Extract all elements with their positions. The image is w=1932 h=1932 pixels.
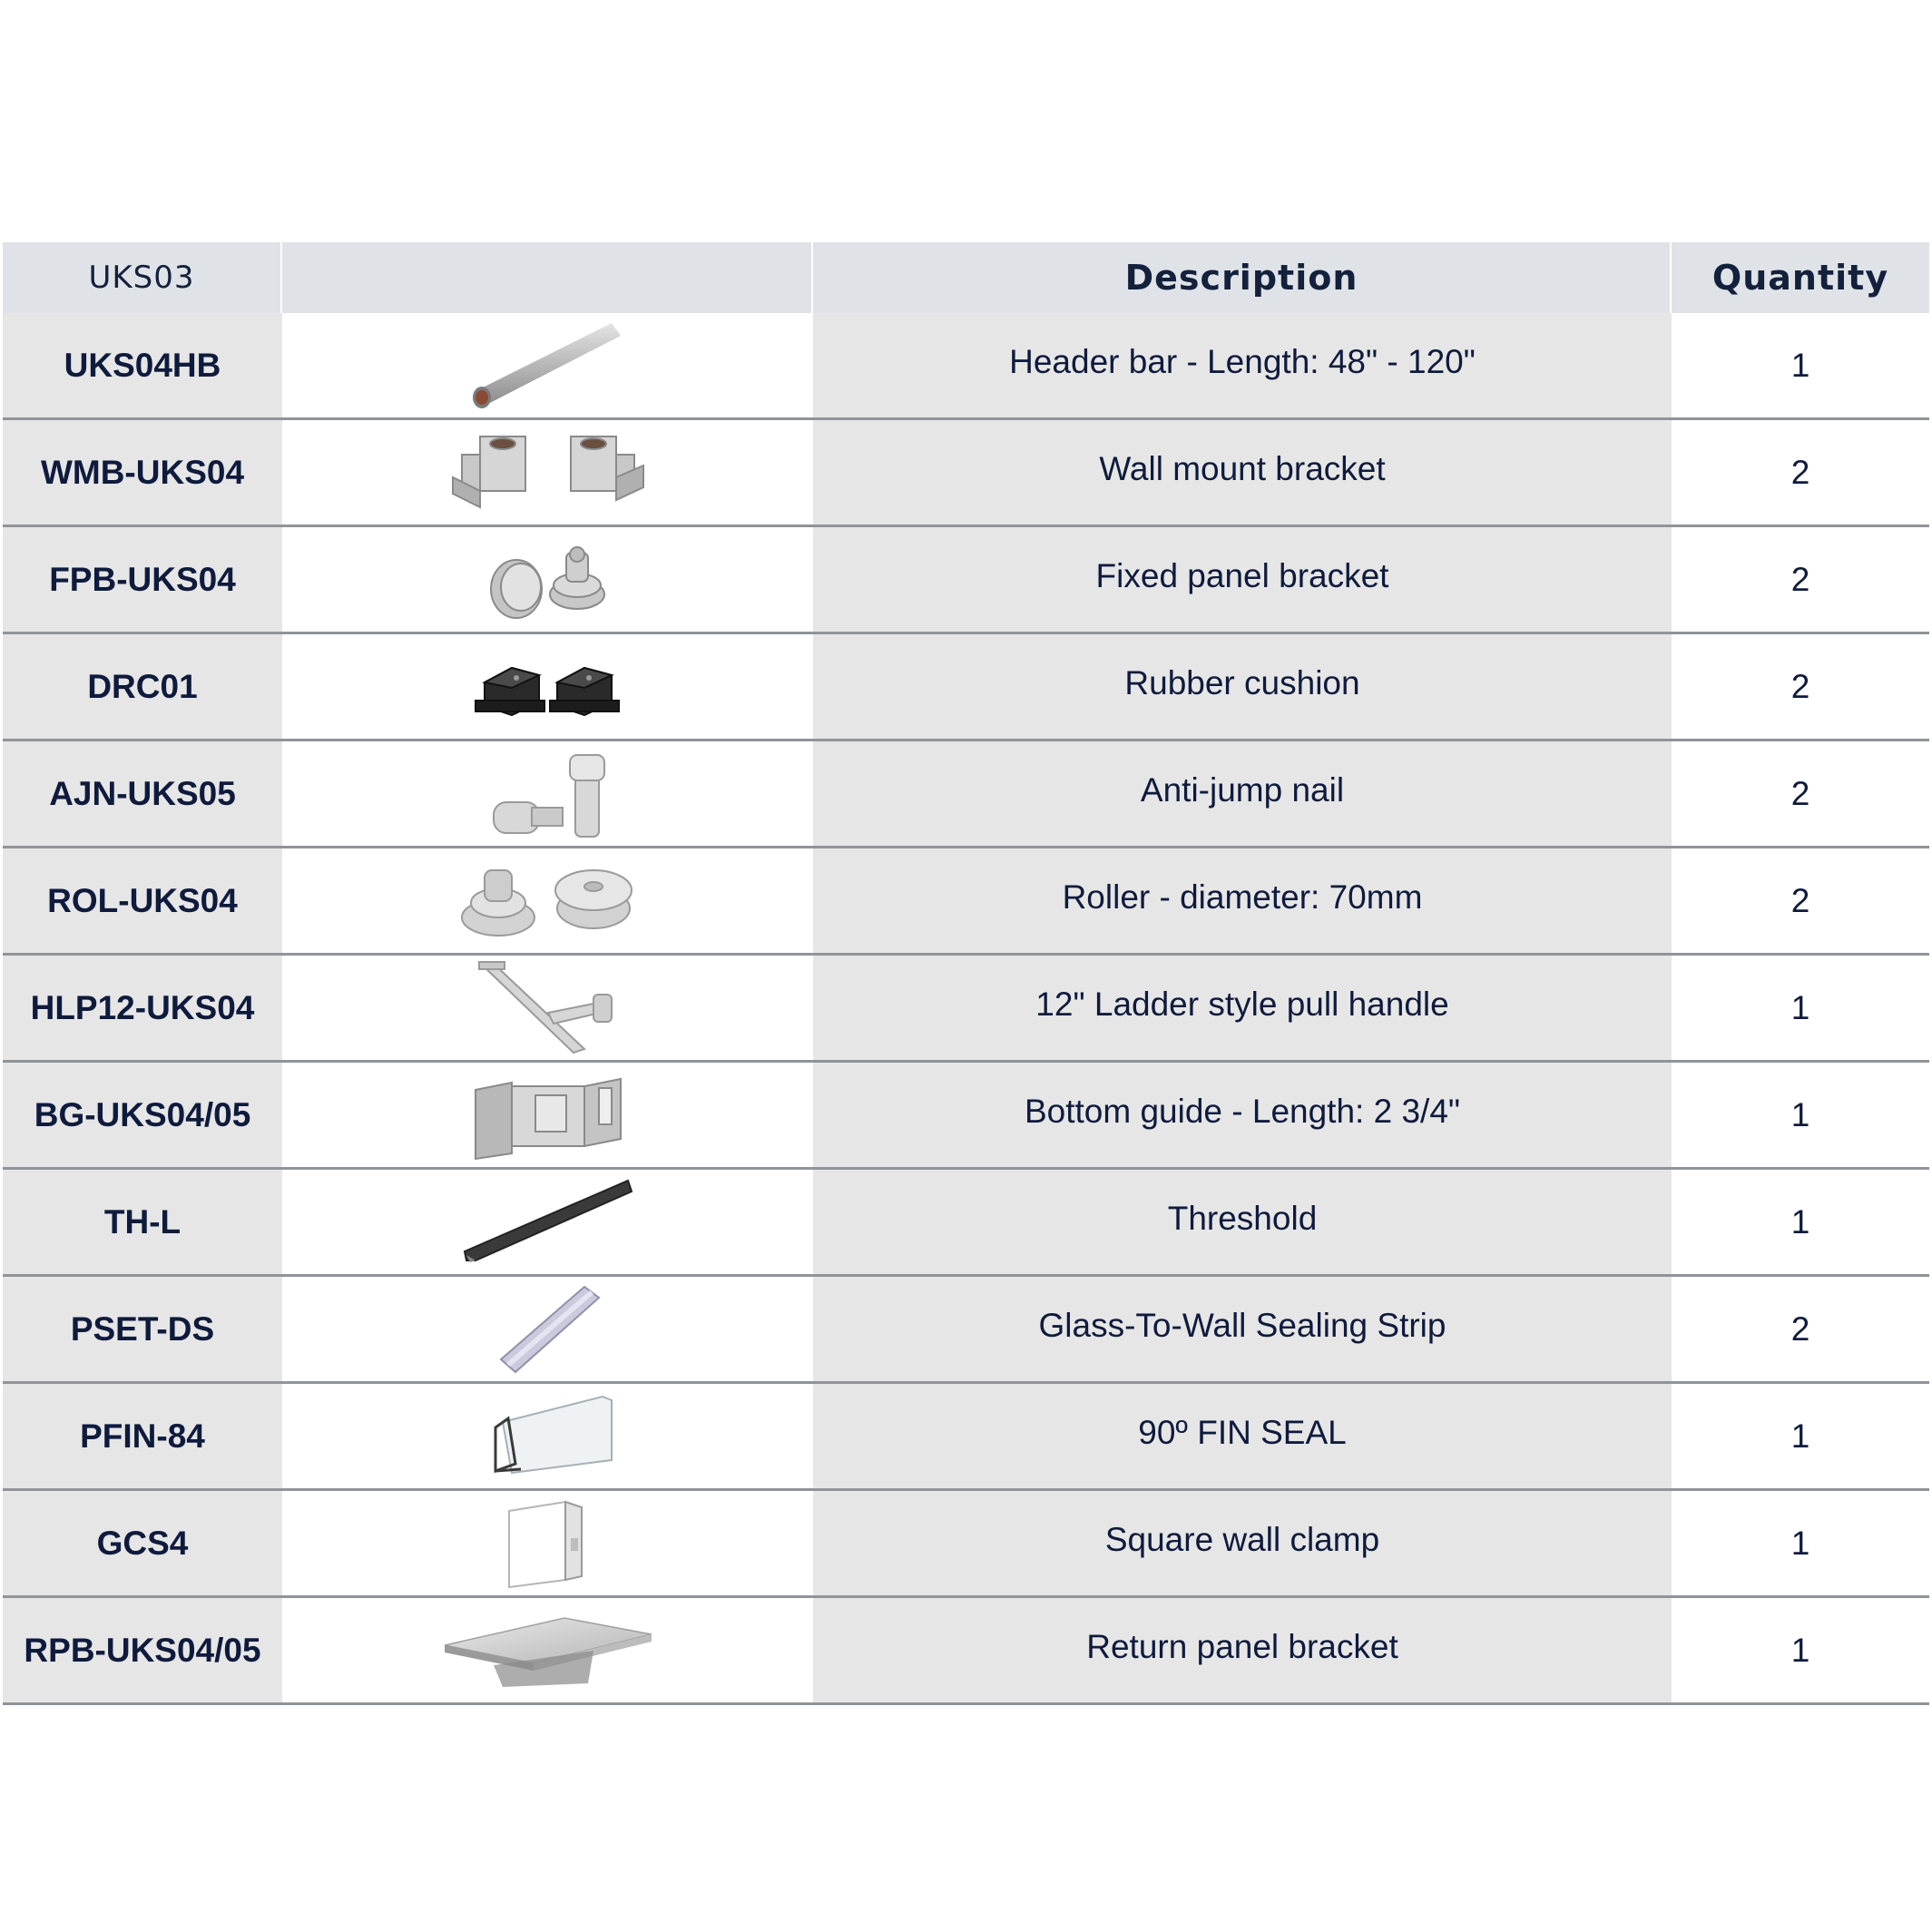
table-row [3, 848, 1929, 956]
header-quantity: Quantity [1711, 258, 1889, 298]
table-row [3, 420, 1929, 527]
part-quantity: 2 [1672, 741, 1929, 846]
table-row [3, 1277, 1929, 1384]
part-description: Bottom guide - Length: 2 3/4" [813, 1063, 1672, 1167]
part-description: Anti-jump nail [813, 741, 1672, 846]
part-description: Square wall clamp [813, 1491, 1672, 1595]
part-description: Threshold [813, 1170, 1672, 1274]
part-code: GCS4 [3, 1491, 282, 1595]
part-code: BG-UKS04/05 [3, 1063, 282, 1167]
header-bar-icon [466, 316, 630, 416]
part-code: RPB-UKS04/05 [3, 1598, 282, 1702]
part-description: Return panel bracket [813, 1598, 1672, 1702]
part-code: AJN-UKS05 [3, 741, 282, 846]
part-description: Glass-To-Wall Sealing Strip [813, 1277, 1672, 1381]
return-panel-bracket-icon [439, 1607, 657, 1693]
wall-mount-bracket-icon [444, 427, 652, 518]
table-row [3, 527, 1929, 634]
part-quantity: 2 [1672, 634, 1929, 739]
part-code: ROL-UKS04 [3, 848, 282, 953]
parts-table [3, 242, 1929, 1705]
part-quantity: 2 [1672, 848, 1929, 953]
table-row [3, 956, 1929, 1063]
part-code: FPB-UKS04 [3, 527, 282, 632]
roller-icon [448, 856, 648, 946]
sealing-strip-icon [485, 1281, 612, 1377]
part-code: TH-L [3, 1170, 282, 1274]
part-description: 90º FIN SEAL [813, 1384, 1672, 1488]
part-description: Roller - diameter: 70mm [813, 848, 1672, 953]
part-code: PFIN-84 [3, 1384, 282, 1488]
part-code: HLP12-UKS04 [3, 956, 282, 1060]
table-row [3, 1491, 1929, 1598]
rubber-cushion-icon [466, 646, 630, 728]
fixed-panel-bracket-icon [476, 534, 621, 625]
header-code: UKS03 [3, 242, 282, 313]
part-quantity: 1 [1672, 1063, 1929, 1167]
fin-seal-icon [476, 1391, 621, 1482]
part-quantity: 1 [1672, 956, 1929, 1060]
header-image [282, 242, 813, 313]
table-row [3, 1063, 1929, 1170]
part-description: Rubber cushion [813, 634, 1672, 739]
table-row [3, 1384, 1929, 1491]
part-code: UKS04HB [3, 313, 282, 417]
part-quantity: 1 [1672, 313, 1929, 417]
part-code: WMB-UKS04 [3, 420, 282, 525]
table-header [3, 242, 1929, 313]
anti-jump-nail-icon [476, 746, 621, 841]
part-quantity: 1 [1672, 1170, 1929, 1274]
part-quantity: 1 [1672, 1491, 1929, 1595]
pull-handle-icon [466, 958, 630, 1058]
part-quantity: 1 [1672, 1598, 1929, 1702]
part-description: Wall mount bracket [813, 420, 1672, 525]
part-description: Fixed panel bracket [813, 527, 1672, 632]
square-wall-clamp-icon [498, 1498, 598, 1589]
part-quantity: 2 [1672, 420, 1929, 525]
table-row [3, 634, 1929, 741]
part-description: 12" Ladder style pull handle [813, 956, 1672, 1060]
header-description: Description [813, 242, 1672, 313]
part-code: DRC01 [3, 634, 282, 739]
table-row [3, 313, 1929, 420]
table-row [3, 1598, 1929, 1705]
threshold-icon [457, 1177, 639, 1268]
part-quantity: 2 [1672, 1277, 1929, 1381]
part-quantity: 2 [1672, 527, 1929, 632]
part-description: Header bar - Length: 48" - 120" [813, 313, 1672, 417]
table-row [3, 741, 1929, 848]
part-code: PSET-DS [3, 1277, 282, 1381]
table-row [3, 1170, 1929, 1277]
bottom-guide-icon [466, 1070, 630, 1161]
part-quantity: 1 [1672, 1384, 1929, 1488]
